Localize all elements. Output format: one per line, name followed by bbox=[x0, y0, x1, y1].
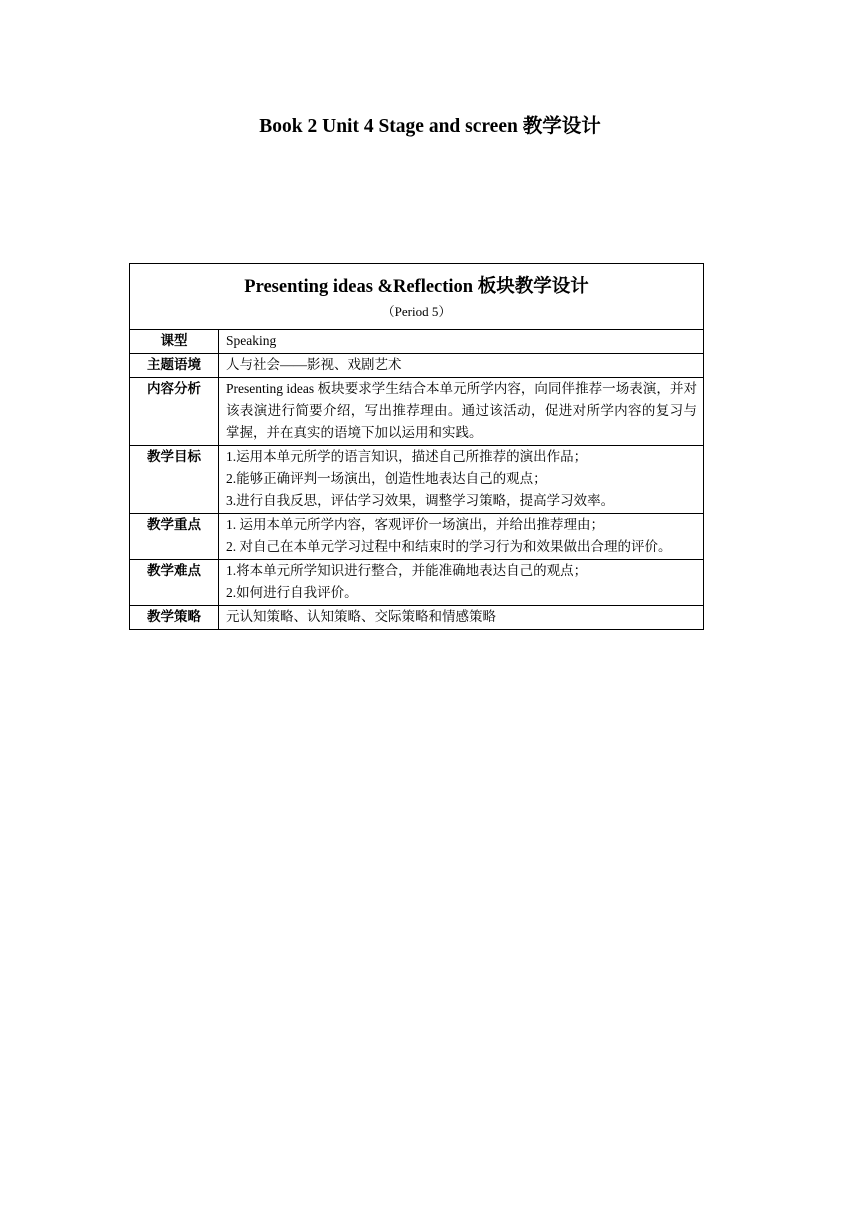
row-text-line: 元认知策略、认知策略、交际策略和情感策略 bbox=[226, 609, 496, 624]
table-row-teaching-strategies bbox=[130, 606, 704, 630]
row-value-teaching-objectives bbox=[219, 446, 704, 514]
table-row-theme-context bbox=[130, 354, 704, 378]
section-title: Presenting ideas &Reflection 板块教学设计 bbox=[244, 277, 589, 297]
table-row-content-analysis bbox=[130, 378, 704, 446]
row-label-content-analysis: 内容分析 bbox=[130, 378, 219, 446]
row-text-line: 3.进行自我反思，评估学习效果，调整学习策略，提高学习效率。 bbox=[226, 493, 615, 508]
row-label-lesson-type: 课型 bbox=[130, 330, 219, 354]
row-value-teaching-difficulties bbox=[219, 560, 704, 606]
table-header-cell bbox=[130, 264, 704, 330]
table-header-row bbox=[130, 264, 704, 330]
row-text-line: 2. 对自己在本单元学习过程中和结束时的学习行为和效果做出合理的评价。 bbox=[226, 539, 672, 554]
row-label-teaching-difficulties: 教学难点 bbox=[130, 560, 219, 606]
row-text-line: Presenting ideas 板块要求学生结合本单元所学内容，向同伴推荐一场表演，并对该表演进行简要介绍，写出推荐理由。通过该活动，促进对所学内容的复习与掌握，并在真实的语境下加以运用和实践。 bbox=[226, 381, 697, 440]
row-value-theme-context bbox=[219, 354, 704, 378]
row-text-line: 2.能够正确评判一场演出，创造性地表达自己的观点； bbox=[226, 471, 547, 486]
row-value-content-analysis bbox=[219, 378, 704, 446]
period-label: （Period 5） bbox=[381, 304, 452, 319]
row-label-teaching-objectives: 教学目标 bbox=[130, 446, 219, 514]
row-text-line: 2.如何进行自我评价。 bbox=[226, 585, 358, 600]
document-title: Book 2 Unit 4 Stage and screen 教学设计 bbox=[259, 116, 601, 137]
row-label-teaching-focus: 教学重点 bbox=[130, 514, 219, 560]
row-text-line: 1.运用本单元所学的语言知识，描述自己所推荐的演出作品； bbox=[226, 449, 588, 464]
row-text-line: 1.将本单元所学知识进行整合，并能准确地表达自己的观点； bbox=[226, 563, 588, 578]
row-label-theme-context: 主题语境 bbox=[130, 354, 219, 378]
row-value-teaching-focus bbox=[219, 514, 704, 560]
table-row-teaching-focus bbox=[130, 514, 704, 560]
lesson-plan-table bbox=[129, 263, 704, 630]
row-label-teaching-strategies: 教学策略 bbox=[130, 606, 219, 630]
row-text-line: Speaking bbox=[226, 333, 277, 348]
row-value-teaching-strategies bbox=[219, 606, 704, 630]
row-text-line: 人与社会——影视、戏剧艺术 bbox=[226, 357, 402, 372]
row-value-lesson-type bbox=[219, 330, 704, 354]
row-text-line: 1. 运用本单元所学内容，客观评价一场演出，并给出推荐理由； bbox=[226, 517, 604, 532]
table-row-teaching-objectives bbox=[130, 446, 704, 514]
table-row-teaching-difficulties bbox=[130, 560, 704, 606]
table-row-lesson-type bbox=[130, 330, 704, 354]
